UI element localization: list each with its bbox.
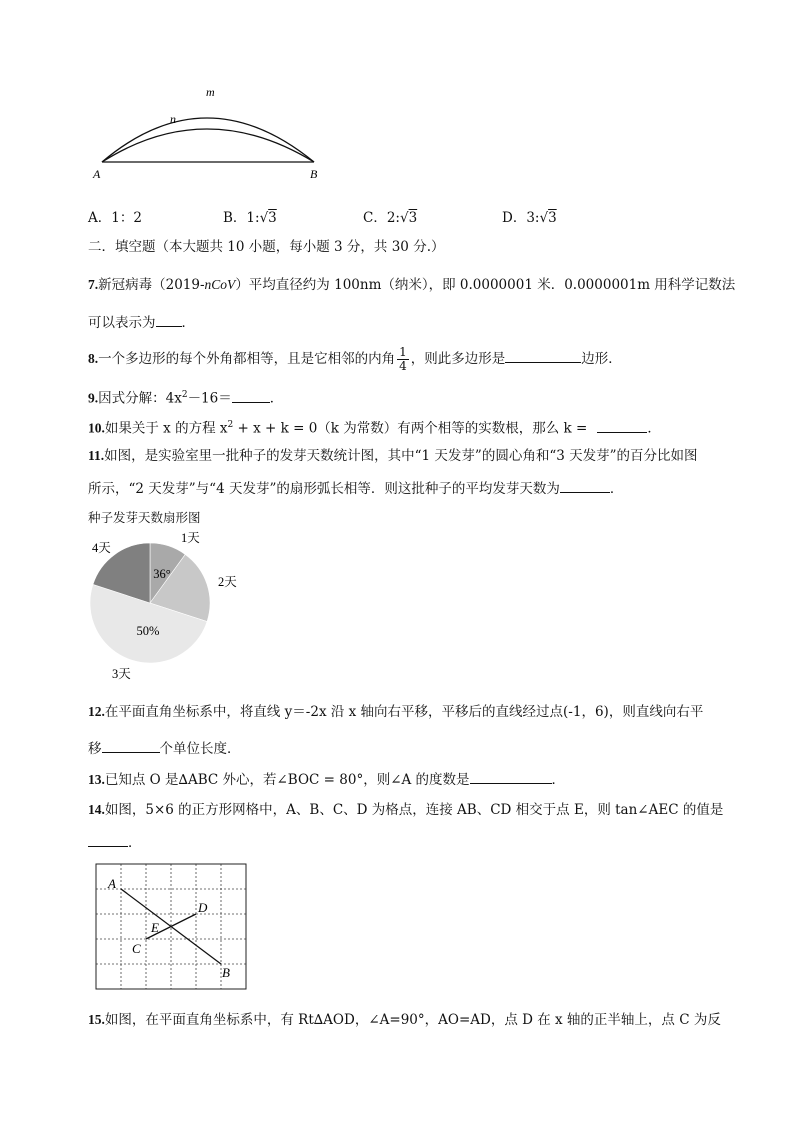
q11-line2-end: ． <box>609 481 624 497</box>
q10-line <box>88 416 661 438</box>
q12-line2 <box>88 738 241 758</box>
q14-text-line1: 如图，5×6 的正方形网格中，A、B、C、D 为格点，连接 AB、CD 相交于点 E，则 tan∠AEC 的值是 <box>104 802 724 818</box>
q12-text-line1: 在平面直角坐标系中，将直线 y＝-2x 沿 x 轴向右平移，平移后的直线经过点(-1，6)，则直线向右平 <box>104 704 704 720</box>
label-b: B <box>310 167 318 181</box>
q8-fraction <box>397 346 409 373</box>
pie-chart <box>80 528 250 683</box>
q13-text-a: 已知点 O 是∆ABC 外心，若∠BOC = 80°，则∠A 的度数是 <box>104 772 470 788</box>
q11-line2 <box>88 478 623 498</box>
q7-line1 <box>88 276 735 294</box>
chart-title: 种子发芽天数扇形图 <box>88 510 201 525</box>
sqrt-icon: √ <box>259 210 269 226</box>
option-b-prefix: B．1: <box>223 210 260 226</box>
q9-text-a: 因式分解：4x <box>98 390 182 407</box>
q12-answer-blank[interactable] <box>102 738 160 753</box>
q8-text-c: 边形． <box>581 351 622 367</box>
option-c <box>363 206 417 226</box>
arc-figure <box>88 82 328 182</box>
label-a: A <box>93 167 101 181</box>
q8-line <box>88 346 622 373</box>
q7-text-a: 新冠病毒（2019- <box>98 277 205 293</box>
q8-text-a: 一个多边形的每个外角都相等，且是它相邻的内角 <box>98 351 396 367</box>
option-b <box>223 206 277 226</box>
q7-text-b: ）平均直径约为 100nm（纳米），即 0.0000001 米．0.0000001m 用科学记数法 <box>235 277 736 293</box>
q9-answer-blank[interactable] <box>232 388 270 403</box>
arc-n <box>102 129 314 162</box>
grid-label-e: E <box>151 920 159 935</box>
option-c-prefix: C．2: <box>363 210 400 226</box>
q8-number: 8. <box>88 351 99 366</box>
q8-fraction-numerator: 1 <box>399 345 407 359</box>
q10-number: 10. <box>88 420 105 436</box>
q11-text-line2: 所示，“2 天发芽”与“4 天发芽”的扇形弧长相等．则这批种子的平均发芽天数为 <box>88 481 560 497</box>
label-n: n <box>170 112 176 126</box>
q15-text-line1: 如图，在平面直角坐标系中，有 Rt∆AOD，∠A=90°，AO=AD，点 D 在 x 轴的正半轴上，点 C 为反 <box>104 1012 721 1028</box>
q8-fraction-denominator: 4 <box>399 359 407 373</box>
q15-number: 15. <box>88 1012 105 1027</box>
option-d-root: 3 <box>548 210 557 226</box>
q14-line2 <box>88 832 142 852</box>
q10-superscript: 2 <box>227 420 234 430</box>
q13-line <box>88 769 565 789</box>
q10-text-b: + x + k = 0（k 为常数）有两个相等的实数根，那么 k = <box>233 420 588 437</box>
q11-answer-blank[interactable] <box>560 478 610 493</box>
sqrt-icon: √ <box>399 210 409 226</box>
pie-category-label: 4天 <box>92 541 111 555</box>
q9-text-b: －16＝ <box>187 390 232 407</box>
label-m: m <box>206 85 215 99</box>
pie-category-label: 1天 <box>181 531 200 545</box>
q14-answer-blank[interactable] <box>88 832 128 847</box>
q13-answer-blank[interactable] <box>470 769 552 784</box>
grid-figure <box>90 860 260 995</box>
q7-text-italic: nCoV <box>204 277 236 292</box>
q9-number: 9. <box>88 390 99 406</box>
q10-answer-blank[interactable] <box>597 418 647 433</box>
q11-number: 11. <box>88 448 105 463</box>
q14-line1 <box>88 801 723 819</box>
q13-number: 13. <box>88 772 105 787</box>
q11-line1 <box>88 447 698 465</box>
q7-line2 <box>88 312 195 332</box>
grid-label-d: D <box>198 900 208 915</box>
q15-line1 <box>88 1011 721 1029</box>
grid-label-b: B <box>222 965 230 980</box>
option-b-root: 3 <box>268 210 277 226</box>
pie-category-label: 3天 <box>112 667 131 681</box>
pie-value-label: 36° <box>153 567 171 581</box>
q12-line1 <box>88 703 703 721</box>
option-c-root: 3 <box>408 210 418 226</box>
arc-m <box>102 118 314 162</box>
q7-line2-text: 可以表示为 <box>88 315 156 331</box>
q7-number: 7. <box>88 277 99 292</box>
q9-line <box>88 386 283 408</box>
q12-number: 12. <box>88 704 105 719</box>
q7-answer-blank[interactable] <box>156 312 182 327</box>
q12-text-line2-b: 个单位长度． <box>159 741 241 757</box>
grid-label-a: A <box>108 876 116 891</box>
q12-text-line2-a: 移 <box>88 741 102 757</box>
q13-text-b: ． <box>551 772 566 788</box>
q9-text-c: ． <box>269 390 284 407</box>
option-d-prefix: D．3: <box>502 210 540 226</box>
option-a: A．1：2 <box>88 210 142 226</box>
q11-text-line1: 如图，是实验室里一批种子的发芽天数统计图，其中“1 天发芽”的圆心角和“3 天发芽”的百分比如图 <box>104 448 698 464</box>
pie-category-label: 2天 <box>218 575 237 589</box>
q8-answer-blank[interactable] <box>505 348 581 363</box>
sqrt-icon: √ <box>539 210 549 226</box>
q14-number: 14. <box>88 802 105 817</box>
option-d <box>502 206 557 226</box>
q14-line2-end: ． <box>128 835 142 851</box>
q10-text-c: ． <box>647 420 661 437</box>
q7-line2-end: ． <box>181 315 195 331</box>
grid-label-c: C <box>132 941 141 956</box>
q10-text-a: 如果关于 x 的方程 x <box>104 420 228 437</box>
pie-value-label: 50% <box>136 624 160 638</box>
section-two-heading: 二．填空题（本大题共 10 小题，每小题 3 分，共 30 分.） <box>88 239 445 255</box>
q8-text-b: ，则此多边形是 <box>410 351 506 367</box>
q9-superscript: 2 <box>181 390 188 400</box>
